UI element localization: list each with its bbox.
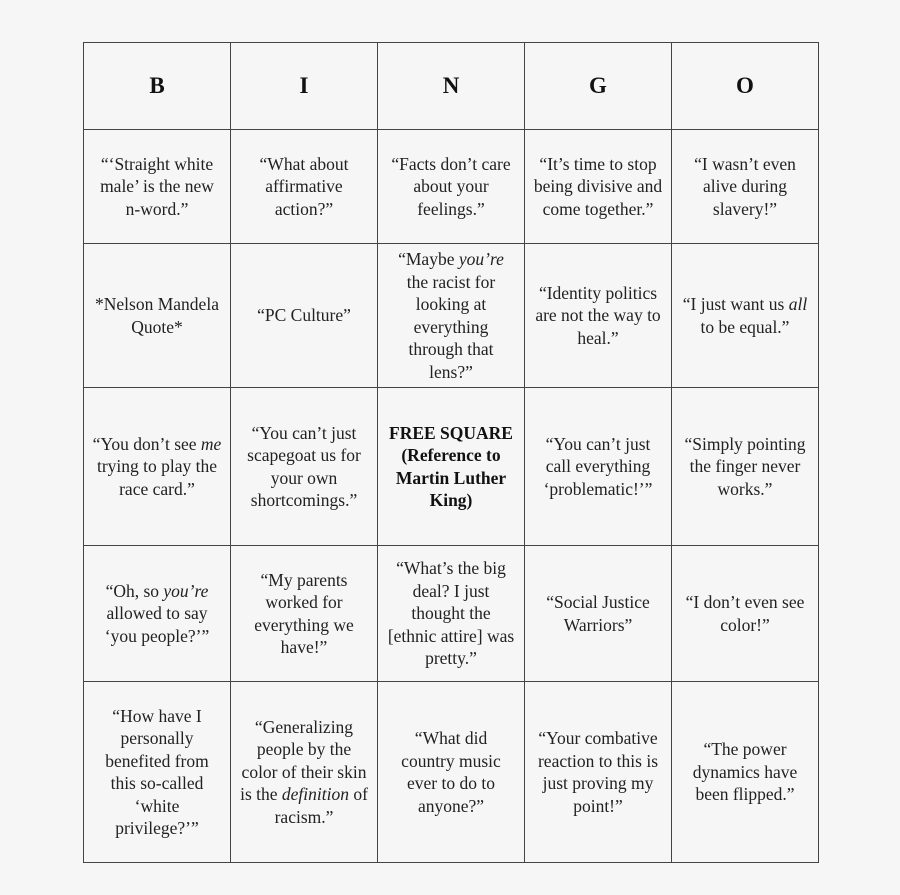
bingo-square[interactable] xyxy=(231,546,378,682)
bingo-square[interactable] xyxy=(672,388,819,546)
card-row xyxy=(84,130,819,244)
square-text: “What’s the big deal? I just thought the [ethnic attire] was pretty.” xyxy=(387,558,515,669)
emphasis-text: all xyxy=(788,294,808,314)
square-text: “You can’t just call everything ‘problematic!’” xyxy=(543,433,653,499)
square-text: FREE SQUARE (Reference to Martin Luther King) xyxy=(389,422,513,510)
bingo-square[interactable] xyxy=(525,546,672,682)
square-text: “Oh, so xyxy=(105,580,164,601)
bingo-square[interactable] xyxy=(84,130,231,244)
emphasis-text: you’re xyxy=(163,580,209,601)
bingo-square[interactable] xyxy=(378,244,525,388)
square-text: “Generalizing people by the color of their skin is the xyxy=(240,716,367,805)
header-b: B xyxy=(84,43,231,130)
header-i: I xyxy=(231,43,378,130)
bingo-square[interactable] xyxy=(378,682,525,863)
bingo-square[interactable] xyxy=(525,244,672,388)
square-text: to be equal.” xyxy=(700,316,790,337)
square-text: “You don’t see xyxy=(92,433,201,454)
card-row xyxy=(84,682,819,863)
emphasis-text: you’re xyxy=(458,249,504,269)
square-text: “I wasn’t even alive during slavery!” xyxy=(694,153,796,219)
card-body xyxy=(84,130,819,863)
bingo-square[interactable] xyxy=(672,130,819,244)
free-square[interactable] xyxy=(378,388,525,546)
square-text: “The power dynamics have been flipped.” xyxy=(692,739,798,805)
bingo-square[interactable] xyxy=(672,682,819,863)
bingo-square[interactable] xyxy=(231,244,378,388)
square-text: *Nelson Mandela Quote* xyxy=(95,294,219,337)
square-text: the racist for looking at everything through that lens?” xyxy=(406,271,496,382)
header-g: G xyxy=(525,43,672,130)
bingo-square[interactable] xyxy=(84,546,231,682)
bingo-square[interactable] xyxy=(378,546,525,682)
square-text: “Social Justice Warriors” xyxy=(546,592,650,635)
square-text: “Facts don’t care about your feelings.” xyxy=(391,153,511,219)
bingo-square[interactable] xyxy=(525,130,672,244)
square-text: “I just want us xyxy=(682,294,789,314)
bingo-square[interactable] xyxy=(84,388,231,546)
bingo-square[interactable] xyxy=(84,244,231,388)
card-row xyxy=(84,546,819,682)
square-text: “PC Culture” xyxy=(257,305,351,326)
bingo-square[interactable] xyxy=(525,388,672,546)
square-text: “What did country music ever to do to anyone?” xyxy=(401,728,501,816)
square-text: trying to play the race card.” xyxy=(96,456,218,499)
bingo-card xyxy=(83,42,819,863)
bingo-square[interactable] xyxy=(231,682,378,863)
emphasis-text: definition xyxy=(281,784,349,805)
square-text: “My parents worked for everything we have!” xyxy=(254,569,354,657)
bingo-square[interactable] xyxy=(231,388,378,546)
square-text: of racism.” xyxy=(274,784,368,827)
bingo-square[interactable] xyxy=(378,130,525,244)
header-o: O xyxy=(672,43,819,130)
square-text: allowed to say ‘you people?’” xyxy=(104,603,210,646)
card-row xyxy=(84,388,819,546)
card-row xyxy=(84,244,819,388)
header-row xyxy=(84,43,819,130)
square-text: “You can’t just scapegoat us for your own shortcomings.” xyxy=(247,422,361,510)
bingo-square[interactable] xyxy=(525,682,672,863)
bingo-square[interactable] xyxy=(231,130,378,244)
square-text: “I don’t even see color!” xyxy=(685,592,805,635)
bingo-square[interactable] xyxy=(84,682,231,863)
bingo-square[interactable] xyxy=(672,546,819,682)
bingo-square[interactable] xyxy=(672,244,819,388)
emphasis-text: me xyxy=(200,433,222,454)
square-text: “Your combative reaction to this is just proving my point!” xyxy=(537,728,659,816)
square-text: “What about affirmative action?” xyxy=(259,153,349,219)
square-text: “It’s time to stop being divisive and come together.” xyxy=(533,153,663,219)
square-text: “Identity politics are not the way to heal.” xyxy=(535,282,661,348)
header-n: N xyxy=(378,43,525,130)
square-text: “Simply pointing the finger never works.” xyxy=(684,433,806,499)
square-text: “How have I personally benefited from this so-called ‘white privilege?’” xyxy=(105,705,209,838)
square-text: “Maybe xyxy=(398,249,459,269)
square-text: “‘Straight white male’ is the new n-word.” xyxy=(100,153,214,219)
